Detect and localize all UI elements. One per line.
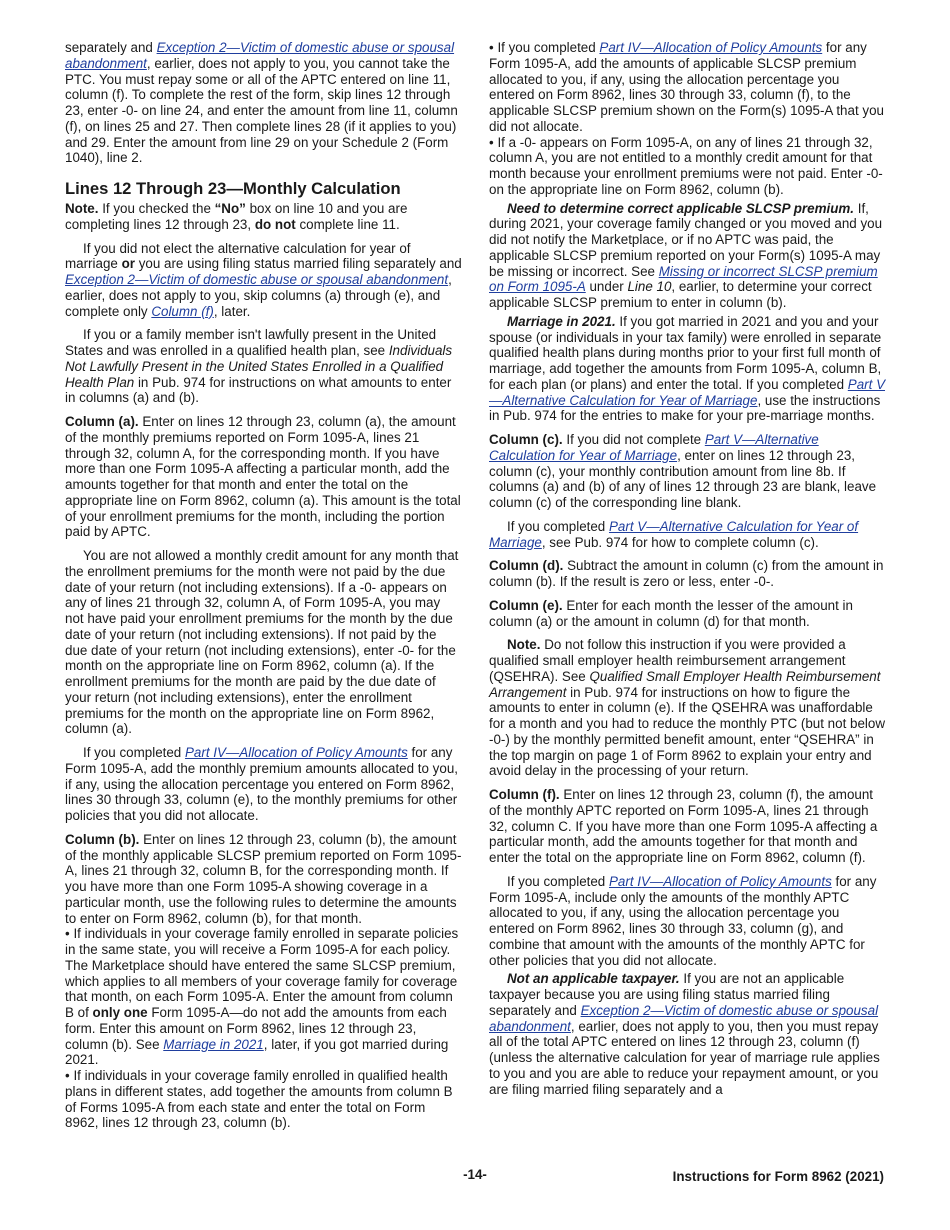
bullet-item xyxy=(65,1068,462,1131)
text: box on line 10 and you are completing lines 12 through 23, xyxy=(65,201,408,232)
paragraph-part-v xyxy=(489,519,886,551)
link-exception-2[interactable]: Exception 2—Victim of domestic abuse or spousal abandonment xyxy=(489,1002,879,1034)
text: for any Form 1095-A, add the monthly premium amounts allocated to you, if any, using the allocation percentage you entered on Form 8962, lines 30 through 33, column (e), to the monthly premiums for other policies that you did not allocate. xyxy=(65,745,458,823)
bullet-icon: • xyxy=(489,134,494,150)
bullet-item xyxy=(489,40,886,135)
text: , later. xyxy=(213,303,251,319)
text: If you did not complete xyxy=(562,432,705,447)
paragraph-column-f xyxy=(489,787,886,866)
marriage-label: Marriage in 2021. xyxy=(507,313,616,329)
paragraph-column-d xyxy=(489,558,886,590)
link-part-iv[interactable]: Part IV—Allocation of Policy Amounts xyxy=(599,40,823,55)
bullet-icon: • xyxy=(65,1068,70,1083)
bullet-icon: • xyxy=(489,40,494,55)
paragraph-column-e xyxy=(489,598,886,630)
link-part-v[interactable]: Part V—Alternative Calculation for Year of Marriage xyxy=(489,432,819,463)
text: in Pub. 974 for instructions on what amounts to enter in columns (a) and (b). xyxy=(65,374,452,406)
text: for any Form 1095-A, add the amounts of applicable SLCSP premium allocated to you, if any, using the allocation percentage you entered on Form 8962, lines 30 through 33, column (f), to the applicable SLCSP premium shown on the Form(s) 1095-A that you did not allocate. xyxy=(489,40,884,134)
text: If you did not elect the alternative calculation for year of marriage xyxy=(65,240,411,272)
not-applicable-label: Not an applicable taxpayer. xyxy=(507,971,680,987)
text: , earlier, does not apply to you, you cannot take the PTC. You must repay some or all of the APTC entered on line 11, column (f). To complete the rest of the form, skip lines 12 through 23, enter -0- on line 24, and enter the amount from line 11, column (f), on lines 25 and 27. Then complete lines 28 (if it applies to you) and 29. Enter the amount from line 29 on your Schedule 2 (Form 1040), line 2. xyxy=(65,55,458,166)
paragraph-column-a xyxy=(65,414,462,540)
paragraph-marriage-2021 xyxy=(489,314,886,424)
footer-title: Instructions for Form 8962 (2021) xyxy=(672,1169,884,1184)
link-missing-slcsp[interactable]: Missing or incorrect SLCSP premium on Form 1095-A xyxy=(489,263,878,295)
text: If you checked the xyxy=(98,201,215,216)
note-label: Note. xyxy=(65,201,99,216)
link-part-iv[interactable]: Part IV—Allocation of Policy Amounts xyxy=(608,873,832,889)
column-c-label: Column (c). xyxy=(489,432,563,447)
text: Enter for each month the lesser of the amount in column (a) or the amount in column (d) for that month. xyxy=(489,597,853,629)
note-paragraph xyxy=(65,201,462,233)
paragraph-part-iv xyxy=(65,745,462,824)
text-or: or xyxy=(121,256,135,272)
bullet-item xyxy=(489,135,886,198)
text-no: “No” xyxy=(214,201,246,216)
paragraph-part-iv-aptc xyxy=(489,874,886,969)
text: If you completed xyxy=(507,873,609,889)
section-heading: Lines 12 Through 23—Monthly Calculation xyxy=(65,179,401,198)
text: If you or a family member isn't lawfully present in the United States and was enrolled in a qualified health plan, see xyxy=(65,327,437,358)
text: Subtract the amount in column (c) from the amount in column (b). If the result is zero or less, enter -0-. xyxy=(489,558,884,589)
page-number: -14- xyxy=(463,1167,487,1182)
text: , earlier, does not apply to you, skip columns (a) through (e), and complete only xyxy=(65,272,452,319)
text: separately and xyxy=(65,40,157,55)
text: Do not follow this instruction if you were provided a qualified small employer health reimbursement arrangement (QSEHRA). See xyxy=(489,637,846,684)
left-column xyxy=(65,40,462,1131)
text: If you got married in 2021 and you and your spouse (or individuals in your tax family) were enrolled in separate qualified health plans during months prior to your first full month of marriage, add together the amounts from Form 1095-A, column B, for each plan (or plans) and enter the total. If you completed xyxy=(489,313,882,392)
text: , earlier, does not apply to you, then you must repay all of the total APTC entered on lines 12 through 23, column (f) (unless the alternative calculation for year of marriage rule applies to you and you are able to reduce your repayment amount, or you are filing married filing separately and a xyxy=(489,1018,880,1097)
text: for any Form 1095-A, include only the amounts of the monthly APTC allocated to you, if any, using the allocation percentage you entered on Form 8962, lines 30 through 33, column (g), and combine that amount with the amounts of the monthly APTC for other policies that you did not allocate. xyxy=(489,873,877,968)
text: , later, if you got married during 2021. xyxy=(65,1036,449,1068)
text: , see Pub. 974 for how to complete column (c). xyxy=(541,534,819,550)
text: , earlier, to determine your correct applicable SLCSP premium to enter in column (b). xyxy=(489,279,872,310)
text: , use the instructions in Pub. 974 for the entries to make for your pre-marriage months. xyxy=(489,392,881,424)
text-line-10: Line 10 xyxy=(627,279,672,295)
paragraph-monthly-credit: You are not allowed a monthly credit amount for any month that the enrollment premiums for the month were not paid by the due date of your return (not including extensions). If a -0- appears on any of lines 21 through 32, column A, of Form 1095-A, you may not have paid your enrollment premiums for the month by the due date of your return (not including extensions). If not paid by the due date of your return (not including extensions), enter -0- for the month on the appropriate line on Form 8962, column (a). If the enrollment premiums for the month are paid by the due date of your return (not including extensions), enter the enrollment premiums for the month on the appropriate line on Form 8962, column (a). xyxy=(65,548,459,737)
column-d-label: Column (d). xyxy=(489,558,564,574)
text: If you completed xyxy=(497,40,600,55)
paragraph-column-b xyxy=(65,832,462,927)
paragraph-continuation xyxy=(65,40,462,166)
paragraph-need-slcsp xyxy=(489,201,886,311)
paragraph-alt-calc xyxy=(65,241,462,320)
text: If a -0- appears on Form 1095-A, on any of lines 21 through 32, column A, you are not entitled to a monthly credit amount for that month because your enrollment premiums were not paid. Enter -0- on the appropriate line on Form 8962, column (b). xyxy=(489,134,883,197)
text: Enter on lines 12 through 23, column (a), the amount of the monthly premiums reported on Form 1095-A, lines 21 through 32, column A, for the corresponding month. If you have more than one Form 1095-A affecting a particular month, add the amounts together for that month and enter the total on the appropriate line on Form 8962, column (a). This amount is the total of your enrollment premiums for the month, including the portion paid by APTC. xyxy=(65,414,461,540)
column-f-label: Column (f). xyxy=(489,787,560,802)
text: If individuals in your coverage family enrolled in separate policies in the same state, you will receive a Form 1095-A for each policy. The Marketplace should have entered the same SLCSP premium, which applies to all members of your coverage family for coverage that month, on each Form 1095-A. Enter the amount from column B of xyxy=(65,926,459,1020)
note-label: Note. xyxy=(507,637,541,653)
right-column xyxy=(489,40,886,1105)
text-italic: Qualified Small Employer Health Reimbursement Arrangement xyxy=(489,668,881,700)
column-a-label: Column (a). xyxy=(65,414,139,429)
paragraph-qsehra-note xyxy=(489,637,886,779)
column-b-label: Column (b). xyxy=(65,831,140,847)
text: If individuals in your coverage family enrolled in qualified health plans in different states, add together the amounts from column B of Forms 1095-A from each state and enter the total on Form 8962, lines 12 through 23, column (b). xyxy=(65,1068,453,1131)
text: , enter on lines 12 through 23, column (c), your monthly contribution amount from line 8b. If columns (a) and (b) of any of lines 12 through 23 are blank, leave column (c) of the corresponding line blank. xyxy=(489,447,877,510)
text: complete line 11. xyxy=(295,216,400,232)
text-italic: Individuals Not Lawfully Present in the United States Enrolled in a Qualified Health Plan xyxy=(65,343,453,390)
text: Enter on lines 12 through 23, column (f), the amount of the monthly APTC reported on Form 1095-A, lines 21 through 32, column C. If you have more than one Form 1095-A affecting a particular month, add the amounts together for that month and enter the total on the appropriate line on Form 8962, column (f). xyxy=(489,787,878,865)
link-exception-2[interactable]: Exception 2—Victim of domestic abuse or spousal abandonment xyxy=(65,272,449,287)
paragraph-not-applicable-taxpayer xyxy=(489,971,886,1097)
link-part-v[interactable]: Part V—Alternative Calculation for Year of Marriage xyxy=(489,518,859,550)
text: under xyxy=(585,279,628,295)
text-do-not: do not xyxy=(254,216,296,232)
link-exception-2[interactable]: Exception 2—Victim of domestic abuse or spousal abandonment xyxy=(65,40,455,71)
text: If you are not an applicable taxpayer because you are using filing status married filing separately and xyxy=(489,971,845,1018)
text: in Pub. 974 for instructions on how to figure the amounts to enter in column (e). If the QSEHRA was unaffordable for a month and you had to reduce the monthly PTC (but not below -0-) by the monthly permitted benefit amount, enter “QSEHRA” in the top margin on page 1 of Form 8962 to explain your entry and avoid delay in the processing of your return. xyxy=(489,684,885,779)
paragraph-column-c xyxy=(489,432,886,511)
need-slcsp-label: Need to determine correct applicable SLCSP premium. xyxy=(507,200,855,216)
paragraph-not-lawfully-present xyxy=(65,327,462,406)
link-marriage-2021[interactable]: Marriage in 2021 xyxy=(163,1036,264,1052)
link-part-v[interactable]: Part V—Alternative Calculation for Year of Marriage xyxy=(489,376,886,408)
bullet-item xyxy=(65,926,462,1068)
column-e-label: Column (e). xyxy=(489,597,563,613)
text: If you completed xyxy=(507,518,609,534)
link-part-iv[interactable]: Part IV—Allocation of Policy Amounts xyxy=(184,745,408,760)
text: If you completed xyxy=(83,745,185,760)
text-only-one: only one xyxy=(92,1005,148,1020)
bullet-icon: • xyxy=(65,926,70,942)
text: Enter on lines 12 through 23, column (b), the amount of the monthly applicable SLCSP premium reported on Form 1095-A, lines 21 through 32, column B, for the corresponding month. If you have more than one Form 1095-A showing coverage in a particular month, use the following rules to determine the amounts to enter on Form 8962, column (b), for that month. xyxy=(65,831,462,926)
text: you are using filing status married filing separately and xyxy=(134,256,462,272)
text: If, during 2021, your coverage family changed or you moved and you did not notify the Marketplace, or if no APTC was paid, the applicable SLCSP premium reported on your Form(s) 1095-A may be missing or incorrect. See xyxy=(489,200,883,279)
link-column-f[interactable]: Column (f) xyxy=(151,303,214,319)
text: Form 1095-A—do not add the amounts from each form. Enter this amount on Form 8962, lines 12 through 23, column (b). See xyxy=(65,1005,447,1052)
